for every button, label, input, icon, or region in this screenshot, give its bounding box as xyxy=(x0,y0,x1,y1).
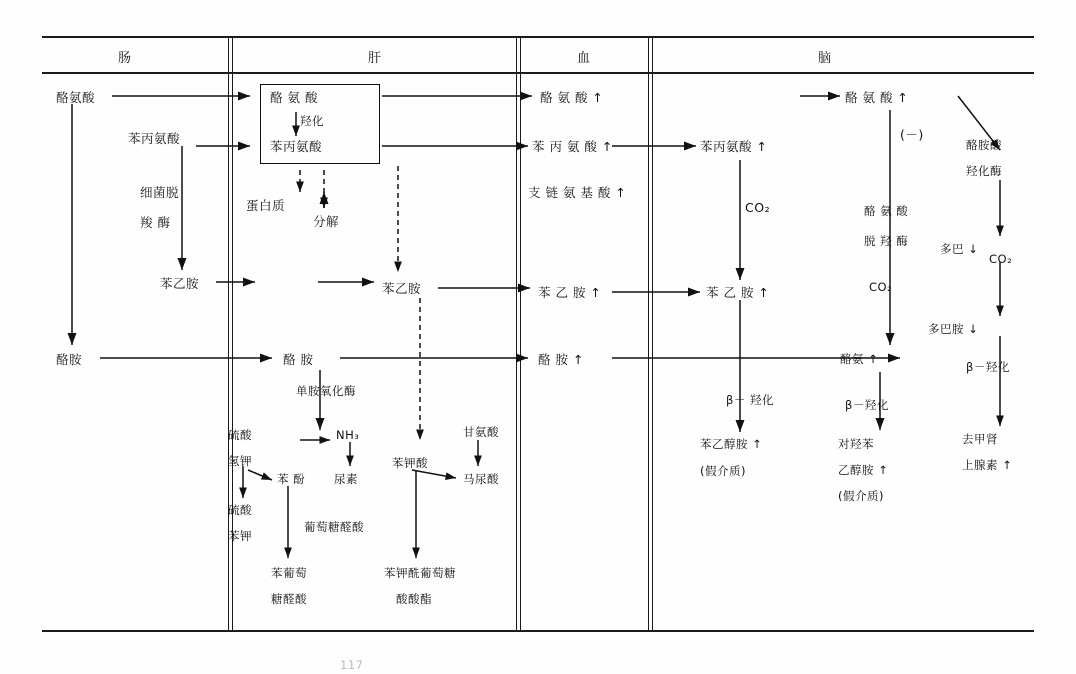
node-brain-norepinephrine-1: 去甲肾 xyxy=(962,432,998,446)
node-liver-urea: 尿素 xyxy=(334,472,358,486)
node-liver-benzoyl-glucuronide-1: 苯钾酰葡萄糖 xyxy=(384,566,456,580)
node-mid-co2: CO₂ xyxy=(745,200,771,215)
node-brain-octopamine-1: 对羟苯 xyxy=(838,437,874,451)
node-blood-phenylethylamine: 苯 乙 胺 ↑ xyxy=(538,285,602,300)
node-intestine-phenylalanine: 苯丙氨酸 xyxy=(128,131,181,146)
node-blood-tyrosine: 酪 氨 酸 ↑ xyxy=(540,90,604,105)
node-liver-ammonia: NH₃ xyxy=(336,428,360,442)
node-brain-co2-left: CO₂ xyxy=(869,280,893,294)
node-brain-norepinephrine-2: 上腺素 ↑ xyxy=(962,458,1013,472)
node-blood-phenylalanine: 苯 丙 氨 酸 ↑ xyxy=(532,139,613,154)
node-mid-false-transmitter: (假介质) xyxy=(700,464,746,478)
col-divider-6 xyxy=(652,36,653,630)
node-liver-phenylalanine: 苯丙氨酸 xyxy=(270,139,323,154)
node-liver-phenyl-glucuronide-1: 苯葡萄 xyxy=(271,566,307,580)
node-brain-dopamine: 多巴胺 ↓ xyxy=(928,322,979,336)
node-intestine-phenylethylamine: 苯乙胺 xyxy=(160,276,200,291)
node-brain-co2-right: CO₂ xyxy=(989,252,1013,266)
node-liver-protein: 蛋白质 xyxy=(246,198,286,213)
node-liver-tyramine: 酪 胺 xyxy=(283,352,314,367)
node-liver-benzoic-acid: 苯钾酸 xyxy=(392,456,428,470)
frame-bottom-line xyxy=(42,630,1034,632)
node-brain-tyrosine-decarb-1: 酪 氨 酸 xyxy=(864,204,909,218)
column-header-blood: 血 xyxy=(577,51,593,66)
node-liver-degradation: 分解 xyxy=(313,214,340,229)
col-divider-5 xyxy=(648,36,649,630)
node-liver-sulfate-1: 硫酸 xyxy=(228,428,252,442)
node-liver-phenyl-glucuronide-2: 糖醛酸 xyxy=(271,592,307,606)
node-blood-bcaa: 支 链 氨 基 酸 ↑ xyxy=(528,185,627,200)
node-blood-tyramine: 酪 胺 ↑ xyxy=(538,352,584,367)
node-liver-phenol: 苯 酚 xyxy=(277,472,306,486)
node-mid-phenylalanine: 苯丙氨酸 ↑ xyxy=(700,139,768,154)
node-brain-tyrosine: 酪 氨 酸 ↑ xyxy=(845,90,909,105)
node-bacterial-decarb-2: 羧 酶 xyxy=(140,215,171,230)
node-intestine-tyramine: 酪胺 xyxy=(56,352,83,367)
header-bottom-line xyxy=(42,72,1034,74)
node-brain-inhibition: (－) xyxy=(900,127,924,142)
node-brain-beta-hydroxylation-left: β－羟化 xyxy=(845,398,889,412)
node-brain-tyrosine-hydroxylase-2: 羟化酶 xyxy=(966,164,1002,178)
col-divider-4 xyxy=(520,36,521,630)
frame-top-line xyxy=(42,36,1034,38)
node-mid-beta-hydroxylation: β－ 羟化 xyxy=(726,393,774,407)
node-bacterial-decarb-1: 细菌脱 xyxy=(140,185,180,200)
node-intestine-tyrosine: 酪氨酸 xyxy=(56,90,96,105)
node-liver-hydroxylation: 羟化 xyxy=(300,114,324,128)
node-liver-phenyl-potassium: 苯钾 xyxy=(228,529,252,543)
node-brain-tyrosine-hydroxylase-1: 酪胺酸 xyxy=(966,138,1002,152)
node-brain-tyrosine-decarb-2: 脱 羟 酶 xyxy=(864,234,909,248)
column-header-liver: 肝 xyxy=(368,51,384,66)
node-brain-false-transmitter: (假介质) xyxy=(838,489,884,503)
node-liver-benzoyl-glucuronide-2: 酸酸酯 xyxy=(396,592,432,606)
node-mid-phenylethylamine: 苯 乙 胺 ↑ xyxy=(706,285,770,300)
node-liver-tyrosine: 酪 氨 酸 xyxy=(270,90,318,105)
node-liver-glucuronic-acid: 葡萄糖醛酸 xyxy=(304,520,364,534)
node-liver-hippuric-acid: 马尿酸 xyxy=(463,472,499,486)
node-liver-glycine: 甘氨酸 xyxy=(463,425,499,439)
node-brain-beta-hydroxylation-right: β－羟化 xyxy=(966,360,1010,374)
column-header-brain: 脑 xyxy=(818,51,834,66)
node-liver-phenylethylamine: 苯乙胺 xyxy=(382,281,422,296)
node-liver-sulfate-3: 硫酸 xyxy=(228,503,252,517)
col-divider-3 xyxy=(516,36,517,630)
column-header-intestine: 肠 xyxy=(118,51,134,66)
node-brain-tyramine: 酪氨 ↑ xyxy=(840,352,879,366)
node-liver-sulfate-2: 氢钾 xyxy=(228,454,252,468)
node-brain-octopamine-2: 乙醇胺 ↑ xyxy=(838,463,889,477)
node-liver-mao: 单胺氧化酶 xyxy=(296,384,356,398)
node-brain-dopa: 多巴 ↓ xyxy=(940,242,979,256)
node-mid-phenylethanolamine: 苯乙醇胺 ↑ xyxy=(700,437,763,451)
page-number: 117 xyxy=(340,658,364,672)
